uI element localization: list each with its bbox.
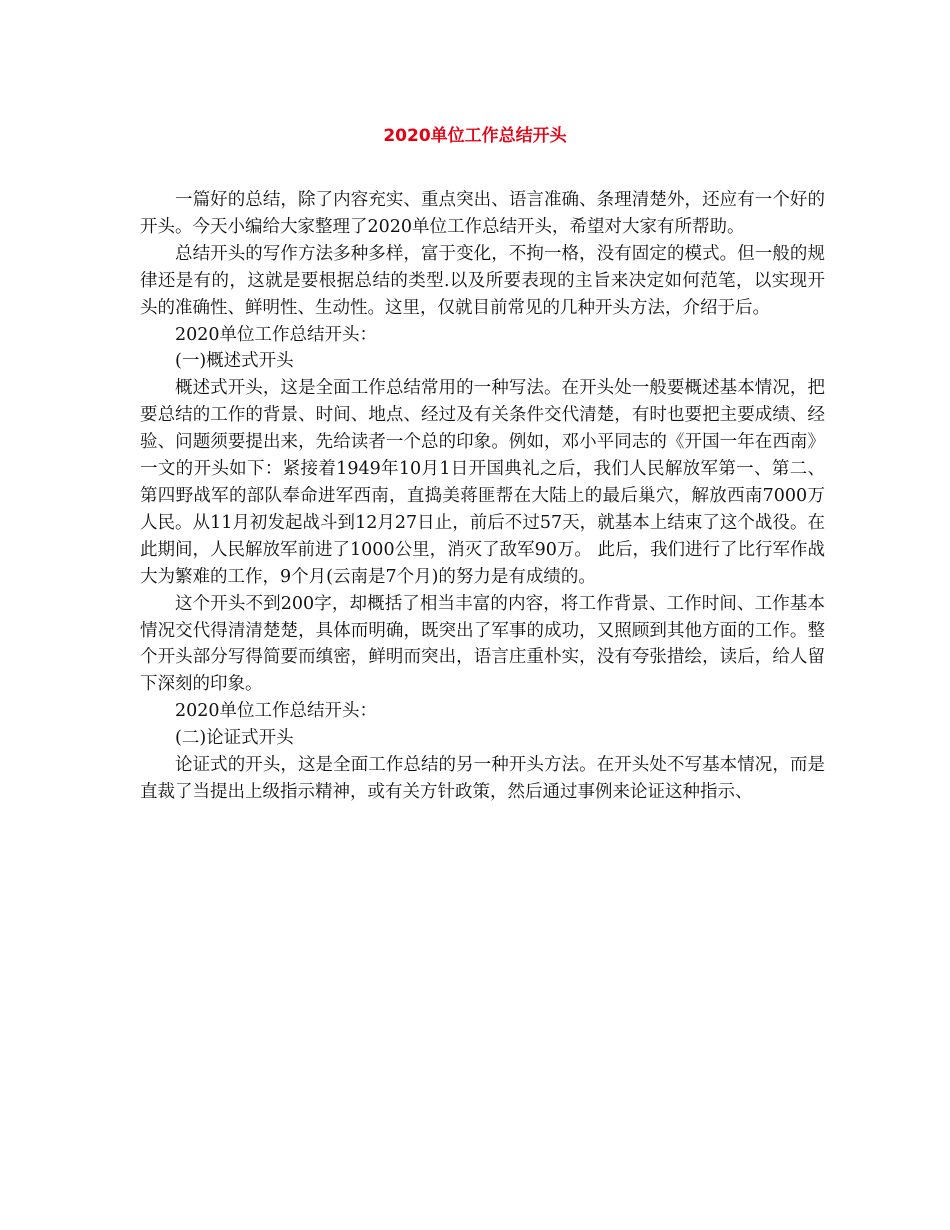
paragraph-argument-body: 论证式的开头，这是全面工作总结的另一种开头方法。在开头处不写基本情况，而是直裁了当提出上级指示精神，或有关方针政策，然后通过事例来论证这种指示、 xyxy=(140,755,825,802)
paragraph-overview-body: 概述式开头，这是全面工作总结常用的一种写法。在开头处一般要概述基本情况，把要总结的工作的背景、时间、地点、经过及有关条件交代清楚，有时也要把主要成绩、经验、问题须要提出来，先给读者一个总的印象。例如，邓小平同志的《开国一年在西南》一文的开头如下：紧接着1949年10月1日开国典礼之后，我们人民解放军第一、第二、第四野战军的部队奉命进军西南，直捣美蒋匪帮在大陆上的最后巢穴，解放西南7000万人民。从11月初发起战斗到12月27日止，前后不过57天，就基本上结束了这个战役。在此期间，人民解放军前进了1000公里，消灭了敌军90万。 此后，我们进行了比行军作战大为繁难的工作，9个月(云南是7个月)的努力是有成绩的。 xyxy=(140,378,825,587)
paragraph-heading-1: 2020单位工作总结开头： xyxy=(175,324,378,345)
paragraph-subheading-argument: (二)论证式开头 xyxy=(175,728,294,749)
document-title: 2020单位工作总结开头 xyxy=(383,126,567,146)
paragraph-overview-analysis: 这个开头不到200字，却概括了相当丰富的内容，将工作背景、工作时间、工作基本情况交代得清清楚楚，具体而明确，既突出了军事的成功，又照顾到其他方面的工作。整个开头部分写得简要而缜密，鲜明而突出，语言庄重朴实，没有夸张措绘，读后，给人留下深刻的印象。 xyxy=(140,593,825,695)
paragraph-heading-2: 2020单位工作总结开头： xyxy=(175,701,378,722)
paragraph-intro: 一篇好的总结，除了内容充实、重点突出、语言准确、条理清楚外，还应有一个好的开头。今天小编给大家整理了2020单位工作总结开头，希望对大家有所帮助。 xyxy=(140,190,825,237)
document-body xyxy=(140,187,825,806)
paragraph-method: 总结开头的写作方法多种多样，富于变化，不拘一格，没有固定的模式。但一般的规律还是有的，这就是要根据总结的类型.以及所要表现的主旨来决定如何范笔，以实现开头的准确性、鲜明性、生动性。这里，仅就目前常见的几种开头方法，介绍于后。 xyxy=(140,243,825,318)
paragraph-subheading-overview: (一)概述式开头 xyxy=(175,351,294,372)
